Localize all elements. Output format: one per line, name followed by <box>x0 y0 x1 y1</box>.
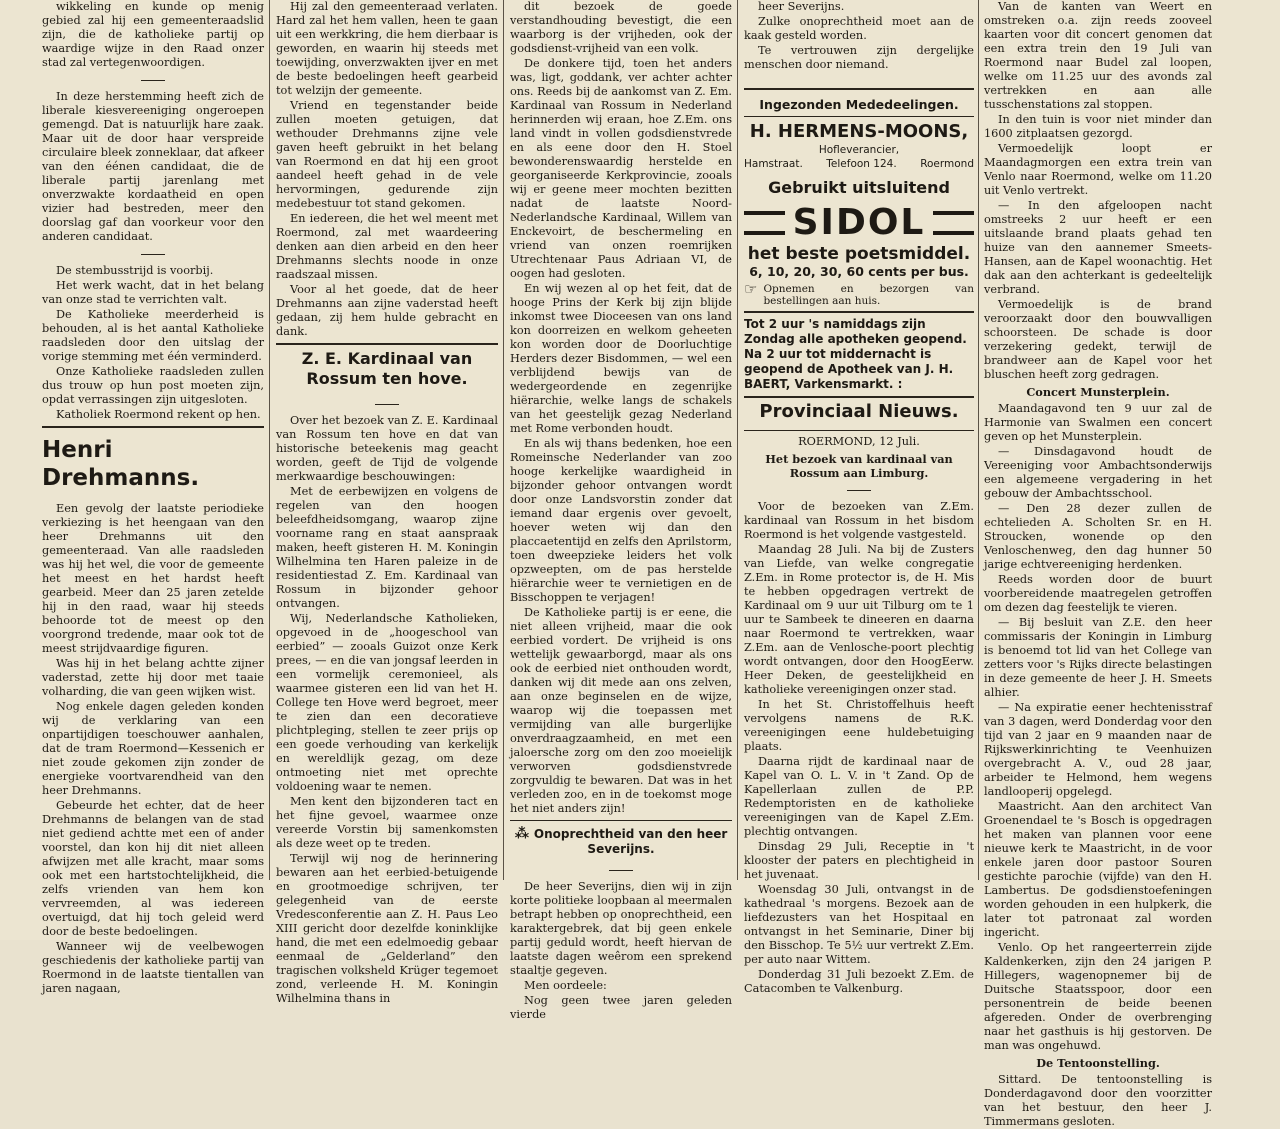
advertisement <box>744 88 974 398</box>
column-divider <box>978 0 979 880</box>
divider <box>744 396 974 398</box>
paragraph: In het St. Christoffelhuis heeft vervolgens namens de R.K. vereenigingen eene huldebetuiging plaats. <box>744 698 974 753</box>
paragraph: wikkeling en kunde op menig gebied zal hij een gemeenteraadslid zijn, die de katholieke partij op waardige wijze in den Raad onzer stad zal vertegenwoordigen. <box>42 0 264 69</box>
paragraph: Men kent den bijzonderen tact en het fijne gevoel, waarmee onze vereerde Vorstin bij samenkomsten als deze weet op te treden. <box>276 795 498 850</box>
paragraph: Een gevolg der laatste periodieke verkiezing is het heengaan van den heer Drehmanns uit den gemeenteraad. Van alle raadsleden was hij het wel, die voor de gemeente het meest en het hardst heeft gearbeid. Meer dan 25 jaren zetelde hij in den raad, waar hij steeds behoorde tot de meest op den voorgrond tredende, maar ook tot de meest strijdvaardige figuren. <box>42 502 264 655</box>
ad-city: Roermond <box>920 158 974 170</box>
dateline: ROERMOND, 12 Juli. <box>798 435 920 448</box>
paragraph: Was hij in het belang achtte zijner vaderstad, zette hij door met taaie volharding, die van geen wijken wist. <box>42 657 264 698</box>
column-3 <box>510 0 732 1021</box>
column-divider <box>269 0 270 880</box>
paragraph: Nog enkele dagen geleden konden wij de verklaring van een onpartijdigen toeschouwer aanhalen, dat de tram Roermond—Kessenich er niet zoude gekomen zijn zonder de energieke voortvarendheid van den heer Drehmanns. <box>42 700 264 797</box>
divider <box>744 116 974 117</box>
separator <box>42 247 264 261</box>
ad-phone: Telefoon 124. <box>826 158 897 170</box>
ad-address-row <box>744 157 974 171</box>
exhibition-heading: De Tentoonstelling. <box>1036 1056 1160 1070</box>
paragraph: En als wij thans bedenken, hoe een Romeinsche Nederlander van zoo hooge kerkelijke waardigheid in bijzonder gehoor ontvangen wordt door onze Landsvorstin zonder dat iemand daar ergenis over gevoelt, hoever weten wij dan den placcaetentijd en zelfs den Aprilstorm, toen dweepzieke leiders het volk opzweepten, om de pas herstelde hiërarchie weer te vernietigen en de Bisschoppen te verjagen! <box>510 437 732 604</box>
paragraph: Wij, Nederlandsche Katholieken, opgevoed in de „hoogeschool van eerbied” — zooals Guizot onze Kerk prees, — en die van jongsaf leerden in een vormelijk ceremonieel, als waarmee gisteren een lid van het H. College ten Hove werd begroet, meer te zien dan een decoratieve plichtpleging, stellen te zeer prijs op een goede verhouding van kerkelijk en wereldlijk gezag, om deze ontmoeting niet met oprechte voldoening waar te nemen. <box>276 612 498 793</box>
paragraph: Voor al het goede, dat de heer Drehmanns aan zijne vaderstad heeft gedaan, zij hem hulde gebracht en dank. <box>276 283 498 338</box>
paragraph: En wij wezen al op het feit, dat de hooge Prins der Kerk bij zijn blijde inkomst twee Dioceesen van ons land kon doorreizen en welkom geheeten kon worden door de Doorluchtige Herders dezer Bisdommen, — wel een verblijdend bewijs van de wedergeordende en zegenrijke hiërarchie, welke langs de schakels van het geestelijk gezag Nederland met Rome verbonden houdt. <box>510 282 732 435</box>
paragraph: Dinsdag 29 Juli, Receptie in 't klooster der paters en plechtigheid in het juvenaat. <box>744 840 974 881</box>
divider <box>744 430 974 431</box>
ad-tagline: het beste poetsmiddel. <box>747 244 971 264</box>
asterism-icon: ⁂ <box>514 826 534 842</box>
column-divider <box>503 0 504 880</box>
paragraph: — Dinsdagavond houdt de Vereeniging voor Ambachtsonderwijs een algemeene vergadering in het gebouw der Ambachtsschool. <box>984 445 1212 500</box>
column-divider <box>737 0 738 880</box>
paragraph: Zulke onoprechtheid moet aan de kaak gesteld worden. <box>744 15 974 42</box>
paragraph: Hij zal den gemeenteraad verlaten. Hard zal het hem vallen, heen te gaan uit een werkkring, die hem dierbaar is geworden, en waarin hij steeds met toewijding, onverzwakten ijver en met de beste bedoelingen heeft gearbeid tot welzijn der gemeente. <box>276 0 498 97</box>
paragraph: Maandagavond ten 9 uur zal de Harmonie van Swalmen een concert geven op het Munsterplein. <box>984 402 1212 443</box>
fragment <box>42 0 264 70</box>
decorative-bars-icon <box>933 211 974 235</box>
paragraph: Voor de bezoeken van Z.Em. kardinaal van Rossum in het bisdom Roermond is het volgende vastgesteld. <box>744 500 974 541</box>
ad-street: Hamstraat. <box>744 158 803 170</box>
paragraph: Maandag 28 Juli. Na bij de Zusters van Liefde, van welke congregatie Z.Em. in Rome protector is, de H. Mis te hebben opgedragen vertrekt de Kardinaal om 9 uur uit Tilburg om te 1 uur te Sambeek te dineeren en daarna naar Roermond te vertrekken, waar Z.Em. aan de Venlosche-poort plechtig wordt ontvangen, door den HoogEerw. Heer Deken, de geestelijkheid en katholieke vereenigingen onzer stad. <box>744 543 974 696</box>
divider <box>510 820 732 821</box>
paragraph: En iedereen, die het wel meent met Roermond, zal met waardeering denken aan dien arbeid en den heer Drehmanns slechts noode in onze raadszaal missen. <box>276 212 498 281</box>
separator <box>510 863 732 877</box>
column-4 <box>744 0 974 995</box>
paragraph: — In den afgeloopen nacht omstreeks 2 uur heeft er een uitslaande brand plaats gehad ten huize van den aannemer Smeets-Hansen, aan de Kapel woonachtig. Het dak aan den achterkant is gedeeltelijk verbrand. <box>984 199 1212 296</box>
column-1 <box>42 0 264 995</box>
paragraph: Vermoedelijk is de brand veroorzaakt door den bouwvalligen schoorsteen. De schade is door verzekering gedekt, terwijl de brandweer aan de Kapel voor het bluschen heeft zorg gedragen. <box>984 298 1212 381</box>
paragraph: Katholiek Roermond rekent op hen. <box>56 408 261 421</box>
paragraph: Nog geen twee jaren geleden vierde <box>510 994 732 1021</box>
ad-firm-name: H. HERMENS-MOONS, <box>749 121 969 142</box>
paragraph: De Katholieke partij is er eene, die niet alleen vrijheid, maar die ook eerbied vordert. De vrijheid is ons wettelijk gewaarborgd, maar als ons ook de eerbied niet onthouden wordt, danken wij dit mede aan ons zelven, aan onze beginselen en de wijze, waarop wij die toepassen met vermijding van alle burgerlijke onverdraagzaamheid, en met een jaloersche zorg om den zoo moeielijk verworven godsdienstvrede zorgvuldig te bewaren. Dat was in het verleden zoo, en in de toekomst moge het niet anders zijn! <box>510 606 732 815</box>
paragraph: Vermoedelijk loopt er Maandagmorgen een extra trein van Venlo naar Roermond, welke om 11.20 uit Venlo vertrekt. <box>984 142 1212 197</box>
paragraph: Te vertrouwen zijn dergelijke menschen door niemand. <box>744 44 974 71</box>
pointing-hand-icon: ☞ <box>744 280 758 298</box>
paragraph: Van de kanten van Weert en omstreken o.a. zijn reeds zooveel kaarten voor dit concert genomen dat een extra trein den 19 Juli van Roermond naar Budel zal loopen, welke om 11.25 uur des avonds zal vertrekken en aan alle tusschenstations zal stoppen. <box>984 0 1212 111</box>
paragraph: De stembusstrijd is voorbij. <box>56 264 214 277</box>
ad-note <box>744 280 974 307</box>
paragraph: heer Severijns. <box>758 0 845 13</box>
article-heading <box>510 827 732 857</box>
paragraph: Reeds worden door de buurt voorbereidende maatregelen getroffen om dezen dag feestelijk te vieren. <box>984 573 1212 614</box>
paragraph: Terwijl wij nog de herinnering bewaren aan het eerbied-betuigende en grootmoedige schrijven, ter gelegenheid van de eerste Vredesconferentie aan Z. H. Paus Leo XIII gericht door dezelfde koninklijke hand, die met een edelmoedig gebaar eenmaal de „Gelderland” den tragischen volksheld Krüger tegemoet zond, verleende H. M. Koningin Wilhelmina thans in <box>276 852 498 1005</box>
column-2 <box>276 0 498 1005</box>
paragraph: Sittard. De tentoonstelling is Donderdagavond door den voorzitter van het bestuur, den heer J. Timmermans gesloten. <box>984 1073 1212 1128</box>
concert-heading: Concert Munsterplein. <box>1026 385 1170 399</box>
paragraph: De donkere tijd, toen het anders was, ligt, goddank, ver achter achter ons. Reeds bij de aankomst van Z. Em. Kardinaal van Rossum in Nederland herinnerden wij eraan, hoe Z.Em. ons land vindt in vollen godsdienstvrede en als eene door den H. Stoel bewonderenswaardig herstelde en georganiseerde Kerkprovincie, zooals wij er geene meer mochten bezitten nadat de laatste Noord-Nederlandsche Kardinaal, Willem van Enckevoirt, de beschermeling en vriend van onzen roemrijken Utrechtenaar Paus Adriaan VI, de oogen had gesloten. <box>510 57 732 280</box>
column-5 <box>984 0 1212 1128</box>
ad-prices: 6, 10, 20, 30, 60 cents per bus. <box>749 264 969 279</box>
paragraph: Daarna rijdt de kardinaal naar de Kapel van O. L. V. in 't Zand. Op de Kapellerlaan zullen de P.P. Redemptoristen en de katholieke vereenigingen van de Kapel Z.Em. plechtig ontvangen. <box>744 755 974 838</box>
paragraph: Maastricht. Aan den architect Van Groenendael te 's Bosch is opgedragen het maken van plannen voor eene nieuwe kerk te Maastricht, in de voor enkele jaren door pastoor Souren gestichte parochie (vijfde) van den H. Lambertus. De godsdienstoefeningen worden gehouden in een hulpkerk, die later tot patronaat zal worden ingericht. <box>984 800 1212 939</box>
ad-note-text: Opnemen en bezorgen van bestellingen aan huis. <box>763 283 974 307</box>
paragraph: Men oordeele: <box>524 979 607 992</box>
separator <box>42 73 264 87</box>
paragraph: — Na expiratie eener hechtenisstraf van 3 dagen, werd Donderdag voor den tijd van 2 jaar en 9 maanden naar de Rijkswerkinrichting te Veenhuizen overgebracht A. V., oud 28 jaar, arbeider te Helmond, hem wegens landlooperij opgelegd. <box>984 701 1212 798</box>
paragraph: Onze Katholieke raadsleden zullen dus trouw op hun post moeten zijn, opdat verrassingen zijn uitgesloten. <box>42 365 264 406</box>
divider <box>276 343 498 345</box>
separator <box>744 483 974 497</box>
paragraph: Venlo. Op het rangeerterrein zijde Kaldenkerken, zijn den 24 jarigen P. Hillegers, wagenopnemer bij de Duitsche Staatsspoor, door een personentrein de beide beenen afgereden. Onder de overbrenging naar het gasthuis is hij gestorven. De man was ongehuwd. <box>984 941 1212 1052</box>
ad-brand-row <box>744 203 974 243</box>
paragraph: Met de eerbewijzen en volgens de regelen van den hoogen beleefdheidsomgang, waarop zijne voorname rang en staat aanspraak maken, heeft gisteren H. M. Koningin Wilhelmina ten Haren paleize in de residentiestad Z. Em. Kardinaal van Rossum in bijzonder gehoor ontvangen. <box>276 485 498 610</box>
paragraph: In den tuin is voor niet minder dan 1600 zitplaatsen gezorgd. <box>984 113 1212 140</box>
article-heading-text: Onoprechtheid van den heer Severijns. <box>533 827 728 856</box>
ad-brand: SIDOL <box>792 202 926 243</box>
separator <box>276 397 498 411</box>
paragraph: Wanneer wij de veelbewogen geschiedenis der katholieke partij van Roermond in de laatste tientallen van jaren nagaan, <box>42 940 264 995</box>
paragraph: Vriend en tegenstander beide zullen moeten getuigen, dat wethouder Drehmanns zijne vele gaven heeft gebruikt in het belang van Roermond en dat hij een groot aandeel heeft gehad in de vele hervormingen, gedurende zijn medebestuur tot stand gekomen. <box>276 99 498 210</box>
ad-line: Gebruikt uitsluitend <box>768 178 950 197</box>
paragraph: dit bezoek de goede verstandhouding bevestigt, die een waarborg is der vrijheden, ook der godsdienst-vrijheid van een volk. <box>510 0 732 55</box>
section-heading: Provinciaal Nieuws. <box>759 401 959 422</box>
paragraph: Gebeurde het echter, dat de heer Drehmanns de belangen van de stad niet gediend achtte met een of ander voorstel, dan kon hij dit niet alleen afwijzen met alle kracht, maar soms ook met een hartstochtelijkheid, die zelfs vrienden van hem kon vervreemden, al was iedereen overtuigd, dat hij toch geleid werd door de beste bedoelingen. <box>42 799 264 938</box>
ad-role: Hofleverancier, <box>818 144 900 156</box>
article-subheading: Het bezoek van kardinaal van Rossum aan Limburg. <box>765 452 953 480</box>
paragraph: Woensdag 30 Juli, ontvangst in de kathedraal 's morgens. Bezoek aan de liefdezusters van het Hospitaal en ontvangst in het Seminarie, Diner bij den Bisschop. Te 5½ uur vertrekt Z.Em. per auto naar Wittem. <box>744 883 974 966</box>
paragraph: De heer Severijns, dien wij in zijn korte politieke loopbaan al meermalen betrapt hebben op onoprechtheid, een karaktergebrek, dat bij geen enkele partij geduld wordt, heeft hiervan de laatste dagen weêrom een sprekend staaltje gegeven. <box>510 880 732 977</box>
divider <box>42 426 264 428</box>
divider <box>744 88 974 90</box>
article-heading: Henri Drehmanns. <box>42 437 200 491</box>
ad-section-header: Ingezonden Mededeelingen. <box>759 97 959 112</box>
paragraph: — Den 28 dezer zullen de echtelieden A. Scholten Sr. en H. Stroucken, wonende op den Venloschenweg, den dag hunner 50 jarige echtvereeniging herdenken. <box>984 502 1212 571</box>
paragraph: Het werk wacht, dat in het belang van onze stad te verrichten valt. <box>42 279 264 306</box>
paragraph: In deze herstemming heeft zich de liberale kiesvereeniging ongeroepen gemengd. Dat is natuurlijk hare zaak. Maar uit de door haar verspreide circulaire bleek zonneklaar, dat afkeer van den éénen candidaat, die de liberale partij jarenlang met onverzwakte kordaatheid en open vizier had bestreden, meer den doorslag gaf dan voorkeur voor den anderen candidaat. <box>42 90 264 243</box>
divider <box>744 311 974 313</box>
paragraph: Donderdag 31 Juli bezoekt Z.Em. de Catacomben te Valkenburg. <box>744 968 974 995</box>
paragraph: Over het bezoek van Z. E. Kardinaal van Rossum ten hove en dat van historische beteekenis mag geacht worden, geeft de Tijd de volgende merkwaardige beschouwingen: <box>276 414 498 483</box>
paragraph: De Katholieke meerderheid is behouden, al is het aantal Katholieke raadsleden door den uitslag der vorige stemming met één verminderd. <box>42 308 264 363</box>
paragraph: — Bij besluit van Z.E. den heer commissaris der Koningin in Limburg is benoemd tot lid van het College van zetters voor 's Rijks directe belastingen in deze gemeente de heer J. H. Smeets alhier. <box>984 616 1212 699</box>
pharmacy-notice: Tot 2 uur 's namiddags zijn Zondag alle apotheken geopend. Na 2 uur tot middernacht is geopend de Apotheek van J. H. BAERT, Varkensmarkt. : <box>744 317 967 391</box>
decorative-bars-icon <box>744 211 785 235</box>
article-heading: Z. E. Kardinaal van Rossum ten hove. <box>301 349 473 388</box>
